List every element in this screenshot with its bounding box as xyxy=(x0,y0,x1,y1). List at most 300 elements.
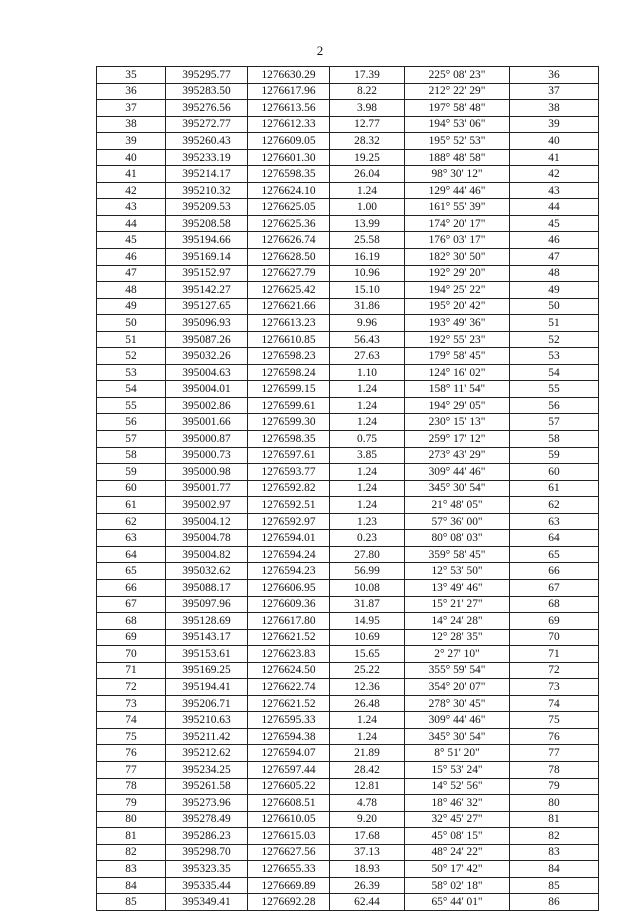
table-row xyxy=(97,414,599,431)
x-coordinate-cell: 395194.66 xyxy=(166,232,248,249)
distance-cell: 21.89 xyxy=(330,745,405,762)
distance-cell: 1.24 xyxy=(330,480,405,497)
x-coordinate-cell: 395210.63 xyxy=(166,712,248,729)
table-row xyxy=(97,828,599,845)
table-row xyxy=(97,480,599,497)
point-number-cell: 39 xyxy=(97,133,166,150)
table-row xyxy=(97,348,599,365)
point-number-cell: 44 xyxy=(97,215,166,232)
x-coordinate-cell: 395298.70 xyxy=(166,844,248,861)
point-number-cell: 73 xyxy=(97,695,166,712)
y-coordinate-cell: 1276613.23 xyxy=(248,315,330,332)
y-coordinate-cell: 1276617.80 xyxy=(248,613,330,630)
y-coordinate-cell: 1276621.52 xyxy=(248,629,330,646)
table-row xyxy=(97,513,599,530)
next-point-cell: 69 xyxy=(510,613,599,630)
distance-cell: 17.39 xyxy=(330,67,405,84)
page-number: 2 xyxy=(316,43,324,58)
next-point-cell: 67 xyxy=(510,579,599,596)
point-number-cell: 84 xyxy=(97,877,166,894)
y-coordinate-cell: 1276592.82 xyxy=(248,480,330,497)
distance-cell: 1.24 xyxy=(330,381,405,398)
bearing-cell: 194° 25' 22" xyxy=(405,282,510,299)
next-point-cell: 78 xyxy=(510,761,599,778)
bearing-cell: 197° 58' 48" xyxy=(405,100,510,117)
distance-cell: 15.10 xyxy=(330,282,405,299)
next-point-cell: 58 xyxy=(510,431,599,448)
point-number-cell: 74 xyxy=(97,712,166,729)
next-point-cell: 68 xyxy=(510,596,599,613)
y-coordinate-cell: 1276609.05 xyxy=(248,133,330,150)
distance-cell: 31.86 xyxy=(330,298,405,315)
x-coordinate-cell: 395004.63 xyxy=(166,364,248,381)
x-coordinate-cell: 395208.58 xyxy=(166,215,248,232)
y-coordinate-cell: 1276597.44 xyxy=(248,761,330,778)
point-number-cell: 85 xyxy=(97,894,166,911)
x-coordinate-cell: 395001.77 xyxy=(166,480,248,497)
distance-cell: 1.24 xyxy=(330,397,405,414)
x-coordinate-cell: 395088.17 xyxy=(166,579,248,596)
y-coordinate-cell: 1276597.61 xyxy=(248,447,330,464)
y-coordinate-cell: 1276592.51 xyxy=(248,497,330,514)
bearing-cell: 58° 02' 18" xyxy=(405,877,510,894)
distance-cell: 17.68 xyxy=(330,828,405,845)
x-coordinate-cell: 395261.58 xyxy=(166,778,248,795)
distance-cell: 25.58 xyxy=(330,232,405,249)
y-coordinate-cell: 1276599.30 xyxy=(248,414,330,431)
distance-cell: 31.87 xyxy=(330,596,405,613)
bearing-cell: 8° 51' 20" xyxy=(405,745,510,762)
distance-cell: 10.69 xyxy=(330,629,405,646)
table-row xyxy=(97,83,599,100)
table-row xyxy=(97,381,599,398)
table-row xyxy=(97,166,599,183)
bearing-cell: 98° 30' 12" xyxy=(405,166,510,183)
point-number-cell: 67 xyxy=(97,596,166,613)
x-coordinate-cell: 395153.61 xyxy=(166,646,248,663)
next-point-cell: 60 xyxy=(510,464,599,481)
y-coordinate-cell: 1276592.97 xyxy=(248,513,330,530)
distance-cell: 27.63 xyxy=(330,348,405,365)
next-point-cell: 71 xyxy=(510,646,599,663)
point-number-cell: 57 xyxy=(97,431,166,448)
distance-cell: 12.77 xyxy=(330,116,405,133)
x-coordinate-cell: 395032.26 xyxy=(166,348,248,365)
point-number-cell: 36 xyxy=(97,83,166,100)
next-point-cell: 74 xyxy=(510,695,599,712)
distance-cell: 1.23 xyxy=(330,513,405,530)
distance-cell: 1.24 xyxy=(330,712,405,729)
y-coordinate-cell: 1276617.96 xyxy=(248,83,330,100)
point-number-cell: 43 xyxy=(97,199,166,216)
x-coordinate-cell: 395211.42 xyxy=(166,728,248,745)
y-coordinate-cell: 1276623.83 xyxy=(248,646,330,663)
point-number-cell: 66 xyxy=(97,579,166,596)
table-row xyxy=(97,745,599,762)
distance-cell: 14.95 xyxy=(330,613,405,630)
bearing-cell: 194° 29' 05" xyxy=(405,397,510,414)
bearing-cell: 21° 48' 05" xyxy=(405,497,510,514)
bearing-cell: 15° 53' 24" xyxy=(405,761,510,778)
y-coordinate-cell: 1276598.35 xyxy=(248,166,330,183)
x-coordinate-cell: 395212.62 xyxy=(166,745,248,762)
next-point-cell: 79 xyxy=(510,778,599,795)
distance-cell: 1.24 xyxy=(330,182,405,199)
distance-cell: 0.75 xyxy=(330,431,405,448)
table-row xyxy=(97,662,599,679)
next-point-cell: 59 xyxy=(510,447,599,464)
table-row xyxy=(97,712,599,729)
distance-cell: 4.78 xyxy=(330,795,405,812)
table-row xyxy=(97,149,599,166)
table-row xyxy=(97,100,599,117)
x-coordinate-cell: 395004.01 xyxy=(166,381,248,398)
point-number-cell: 48 xyxy=(97,282,166,299)
point-number-cell: 69 xyxy=(97,629,166,646)
table-row xyxy=(97,613,599,630)
y-coordinate-cell: 1276621.52 xyxy=(248,695,330,712)
point-number-cell: 47 xyxy=(97,265,166,282)
bearing-cell: 359° 58' 45" xyxy=(405,546,510,563)
y-coordinate-cell: 1276594.38 xyxy=(248,728,330,745)
x-coordinate-cell: 395001.66 xyxy=(166,414,248,431)
distance-cell: 26.39 xyxy=(330,877,405,894)
table-row xyxy=(97,331,599,348)
bearing-cell: 354° 20' 07" xyxy=(405,679,510,696)
bearing-cell: 18° 46' 32" xyxy=(405,795,510,812)
x-coordinate-cell: 395349.41 xyxy=(166,894,248,911)
next-point-cell: 61 xyxy=(510,480,599,497)
y-coordinate-cell: 1276595.33 xyxy=(248,712,330,729)
bearing-cell: 259° 17' 12" xyxy=(405,431,510,448)
distance-cell: 26.04 xyxy=(330,166,405,183)
next-point-cell: 44 xyxy=(510,199,599,216)
y-coordinate-cell: 1276609.36 xyxy=(248,596,330,613)
x-coordinate-cell: 395272.77 xyxy=(166,116,248,133)
table-row xyxy=(97,596,599,613)
bearing-cell: 230° 15' 13" xyxy=(405,414,510,431)
point-number-cell: 60 xyxy=(97,480,166,497)
next-point-cell: 39 xyxy=(510,116,599,133)
x-coordinate-cell: 395206.71 xyxy=(166,695,248,712)
x-coordinate-cell: 395002.97 xyxy=(166,497,248,514)
point-number-cell: 76 xyxy=(97,745,166,762)
y-coordinate-cell: 1276655.33 xyxy=(248,861,330,878)
point-number-cell: 62 xyxy=(97,513,166,530)
bearing-cell: 225° 08' 23" xyxy=(405,67,510,84)
bearing-cell: 345° 30' 54" xyxy=(405,728,510,745)
table-row xyxy=(97,215,599,232)
x-coordinate-cell: 395323.35 xyxy=(166,861,248,878)
table-row xyxy=(97,778,599,795)
y-coordinate-cell: 1276625.05 xyxy=(248,199,330,216)
x-coordinate-cell: 395096.93 xyxy=(166,315,248,332)
bearing-cell: 309° 44' 46" xyxy=(405,712,510,729)
bearing-cell: 124° 16' 02" xyxy=(405,364,510,381)
point-number-cell: 41 xyxy=(97,166,166,183)
table-row xyxy=(97,679,599,696)
distance-cell: 3.85 xyxy=(330,447,405,464)
coordinates-table-body xyxy=(97,67,599,911)
bearing-cell: 212° 22' 29" xyxy=(405,83,510,100)
x-coordinate-cell: 395273.96 xyxy=(166,795,248,812)
bearing-cell: 32° 45' 27" xyxy=(405,811,510,828)
y-coordinate-cell: 1276627.56 xyxy=(248,844,330,861)
x-coordinate-cell: 395128.69 xyxy=(166,613,248,630)
distance-cell: 26.48 xyxy=(330,695,405,712)
x-coordinate-cell: 395127.65 xyxy=(166,298,248,315)
table-row xyxy=(97,861,599,878)
distance-cell: 16.19 xyxy=(330,249,405,266)
x-coordinate-cell: 395283.50 xyxy=(166,83,248,100)
y-coordinate-cell: 1276630.29 xyxy=(248,67,330,84)
y-coordinate-cell: 1276599.15 xyxy=(248,381,330,398)
table-row xyxy=(97,530,599,547)
x-coordinate-cell: 395143.17 xyxy=(166,629,248,646)
table-row xyxy=(97,133,599,150)
distance-cell: 9.20 xyxy=(330,811,405,828)
x-coordinate-cell: 395169.14 xyxy=(166,249,248,266)
bearing-cell: 174° 20' 17" xyxy=(405,215,510,232)
table-row xyxy=(97,431,599,448)
point-number-cell: 68 xyxy=(97,613,166,630)
y-coordinate-cell: 1276622.74 xyxy=(248,679,330,696)
bearing-cell: 50° 17' 42" xyxy=(405,861,510,878)
x-coordinate-cell: 395087.26 xyxy=(166,331,248,348)
bearing-cell: 13° 49' 46" xyxy=(405,579,510,596)
x-coordinate-cell: 395152.97 xyxy=(166,265,248,282)
table-row xyxy=(97,811,599,828)
coordinates-table xyxy=(96,66,599,911)
bearing-cell: 15° 21' 27" xyxy=(405,596,510,613)
table-row xyxy=(97,563,599,580)
distance-cell: 28.32 xyxy=(330,133,405,150)
y-coordinate-cell: 1276625.36 xyxy=(248,215,330,232)
point-number-cell: 72 xyxy=(97,679,166,696)
y-coordinate-cell: 1276615.03 xyxy=(248,828,330,845)
y-coordinate-cell: 1276599.61 xyxy=(248,397,330,414)
distance-cell: 15.65 xyxy=(330,646,405,663)
distance-cell: 19.25 xyxy=(330,149,405,166)
next-point-cell: 37 xyxy=(510,83,599,100)
y-coordinate-cell: 1276594.01 xyxy=(248,530,330,547)
distance-cell: 9.96 xyxy=(330,315,405,332)
next-point-cell: 50 xyxy=(510,298,599,315)
table-row xyxy=(97,795,599,812)
bearing-cell: 192° 29' 20" xyxy=(405,265,510,282)
next-point-cell: 72 xyxy=(510,662,599,679)
next-point-cell: 53 xyxy=(510,348,599,365)
point-number-cell: 79 xyxy=(97,795,166,812)
bearing-cell: 45° 08' 15" xyxy=(405,828,510,845)
next-point-cell: 54 xyxy=(510,364,599,381)
next-point-cell: 65 xyxy=(510,546,599,563)
next-point-cell: 40 xyxy=(510,133,599,150)
bearing-cell: 188° 48' 58" xyxy=(405,149,510,166)
y-coordinate-cell: 1276621.66 xyxy=(248,298,330,315)
x-coordinate-cell: 395295.77 xyxy=(166,67,248,84)
next-point-cell: 70 xyxy=(510,629,599,646)
point-number-cell: 82 xyxy=(97,844,166,861)
y-coordinate-cell: 1276669.89 xyxy=(248,877,330,894)
x-coordinate-cell: 395000.98 xyxy=(166,464,248,481)
point-number-cell: 61 xyxy=(97,497,166,514)
distance-cell: 56.99 xyxy=(330,563,405,580)
distance-cell: 1.24 xyxy=(330,497,405,514)
distance-cell: 1.24 xyxy=(330,414,405,431)
table-row xyxy=(97,646,599,663)
next-point-cell: 55 xyxy=(510,381,599,398)
next-point-cell: 45 xyxy=(510,215,599,232)
next-point-cell: 52 xyxy=(510,331,599,348)
table-row xyxy=(97,761,599,778)
distance-cell: 18.93 xyxy=(330,861,405,878)
distance-cell: 27.80 xyxy=(330,546,405,563)
distance-cell: 0.23 xyxy=(330,530,405,547)
point-number-cell: 52 xyxy=(97,348,166,365)
x-coordinate-cell: 395142.27 xyxy=(166,282,248,299)
point-number-cell: 65 xyxy=(97,563,166,580)
next-point-cell: 36 xyxy=(510,67,599,84)
distance-cell: 10.96 xyxy=(330,265,405,282)
point-number-cell: 37 xyxy=(97,100,166,117)
bearing-cell: 12° 53' 50" xyxy=(405,563,510,580)
table-row xyxy=(97,315,599,332)
table-row xyxy=(97,298,599,315)
next-point-cell: 76 xyxy=(510,728,599,745)
y-coordinate-cell: 1276598.23 xyxy=(248,348,330,365)
point-number-cell: 40 xyxy=(97,149,166,166)
next-point-cell: 77 xyxy=(510,745,599,762)
bearing-cell: 161° 55' 39" xyxy=(405,199,510,216)
table-row xyxy=(97,728,599,745)
x-coordinate-cell: 395097.96 xyxy=(166,596,248,613)
next-point-cell: 66 xyxy=(510,563,599,580)
table-row xyxy=(97,546,599,563)
x-coordinate-cell: 395286.23 xyxy=(166,828,248,845)
y-coordinate-cell: 1276601.30 xyxy=(248,149,330,166)
x-coordinate-cell: 395169.25 xyxy=(166,662,248,679)
next-point-cell: 38 xyxy=(510,100,599,117)
y-coordinate-cell: 1276606.95 xyxy=(248,579,330,596)
point-number-cell: 45 xyxy=(97,232,166,249)
point-number-cell: 58 xyxy=(97,447,166,464)
point-number-cell: 35 xyxy=(97,67,166,84)
bearing-cell: 192° 55' 23" xyxy=(405,331,510,348)
bearing-cell: 80° 08' 03" xyxy=(405,530,510,547)
table-row xyxy=(97,282,599,299)
bearing-cell: 65° 44' 01" xyxy=(405,894,510,911)
point-number-cell: 64 xyxy=(97,546,166,563)
next-point-cell: 42 xyxy=(510,166,599,183)
x-coordinate-cell: 395276.56 xyxy=(166,100,248,117)
next-point-cell: 57 xyxy=(510,414,599,431)
table-row xyxy=(97,199,599,216)
bearing-cell: 176° 03' 17" xyxy=(405,232,510,249)
table-row xyxy=(97,447,599,464)
next-point-cell: 86 xyxy=(510,894,599,911)
next-point-cell: 43 xyxy=(510,182,599,199)
next-point-cell: 80 xyxy=(510,795,599,812)
distance-cell: 13.99 xyxy=(330,215,405,232)
table-row xyxy=(97,629,599,646)
bearing-cell: 278° 30' 45" xyxy=(405,695,510,712)
point-number-cell: 63 xyxy=(97,530,166,547)
next-point-cell: 46 xyxy=(510,232,599,249)
y-coordinate-cell: 1276594.07 xyxy=(248,745,330,762)
bearing-cell: 2° 27' 10" xyxy=(405,646,510,663)
y-coordinate-cell: 1276610.85 xyxy=(248,331,330,348)
bearing-cell: 12° 28' 35" xyxy=(405,629,510,646)
point-number-cell: 38 xyxy=(97,116,166,133)
x-coordinate-cell: 395032.62 xyxy=(166,563,248,580)
point-number-cell: 54 xyxy=(97,381,166,398)
y-coordinate-cell: 1276608.51 xyxy=(248,795,330,812)
x-coordinate-cell: 395214.17 xyxy=(166,166,248,183)
x-coordinate-cell: 395209.53 xyxy=(166,199,248,216)
next-point-cell: 63 xyxy=(510,513,599,530)
point-number-cell: 75 xyxy=(97,728,166,745)
point-number-cell: 50 xyxy=(97,315,166,332)
table-row xyxy=(97,695,599,712)
bearing-cell: 14° 24' 28" xyxy=(405,613,510,630)
distance-cell: 12.81 xyxy=(330,778,405,795)
distance-cell: 37.13 xyxy=(330,844,405,861)
next-point-cell: 47 xyxy=(510,249,599,266)
x-coordinate-cell: 395278.49 xyxy=(166,811,248,828)
point-number-cell: 46 xyxy=(97,249,166,266)
point-number-cell: 55 xyxy=(97,397,166,414)
y-coordinate-cell: 1276627.79 xyxy=(248,265,330,282)
bearing-cell: 158° 11' 54" xyxy=(405,381,510,398)
y-coordinate-cell: 1276598.24 xyxy=(248,364,330,381)
distance-cell: 56.43 xyxy=(330,331,405,348)
table-row xyxy=(97,397,599,414)
x-coordinate-cell: 395000.73 xyxy=(166,447,248,464)
y-coordinate-cell: 1276593.77 xyxy=(248,464,330,481)
distance-cell: 1.24 xyxy=(330,728,405,745)
bearing-cell: 345° 30' 54" xyxy=(405,480,510,497)
x-coordinate-cell: 395233.19 xyxy=(166,149,248,166)
y-coordinate-cell: 1276598.35 xyxy=(248,431,330,448)
next-point-cell: 62 xyxy=(510,497,599,514)
next-point-cell: 51 xyxy=(510,315,599,332)
y-coordinate-cell: 1276610.05 xyxy=(248,811,330,828)
distance-cell: 8.22 xyxy=(330,83,405,100)
x-coordinate-cell: 395210.32 xyxy=(166,182,248,199)
table-row xyxy=(97,497,599,514)
table-row xyxy=(97,877,599,894)
point-number-cell: 71 xyxy=(97,662,166,679)
bearing-cell: 195° 20' 42" xyxy=(405,298,510,315)
y-coordinate-cell: 1276613.56 xyxy=(248,100,330,117)
x-coordinate-cell: 395004.82 xyxy=(166,546,248,563)
distance-cell: 12.36 xyxy=(330,679,405,696)
y-coordinate-cell: 1276605.22 xyxy=(248,778,330,795)
point-number-cell: 51 xyxy=(97,331,166,348)
bearing-cell: 48° 24' 22" xyxy=(405,844,510,861)
y-coordinate-cell: 1276624.10 xyxy=(248,182,330,199)
table-row xyxy=(97,265,599,282)
next-point-cell: 75 xyxy=(510,712,599,729)
x-coordinate-cell: 395260.43 xyxy=(166,133,248,150)
y-coordinate-cell: 1276626.74 xyxy=(248,232,330,249)
point-number-cell: 56 xyxy=(97,414,166,431)
bearing-cell: 193° 49' 36" xyxy=(405,315,510,332)
point-number-cell: 53 xyxy=(97,364,166,381)
distance-cell: 1.00 xyxy=(330,199,405,216)
table-row xyxy=(97,579,599,596)
